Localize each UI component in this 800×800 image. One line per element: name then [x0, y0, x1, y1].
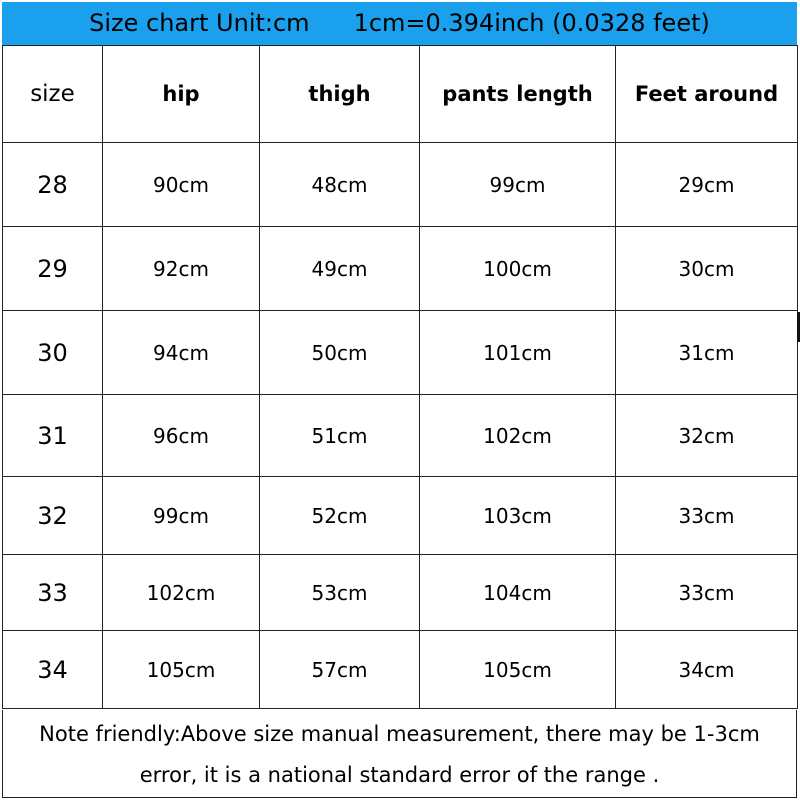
feet-around-cell: 31cm [616, 311, 798, 395]
table-row [3, 395, 798, 477]
note-line-2: error, it is a national standard error of the range . [139, 763, 660, 787]
size-cell: 33 [3, 555, 103, 631]
pants-length-cell: 100cm [420, 227, 616, 311]
table-row [3, 555, 798, 631]
table-row [3, 477, 798, 555]
table-row [3, 631, 798, 709]
header-thigh: thigh [260, 46, 420, 143]
size-cell: 31 [3, 395, 103, 477]
thigh-cell: 57cm [260, 631, 420, 709]
feet-around-cell: 33cm [616, 477, 798, 555]
size-cell: 30 [3, 311, 103, 395]
pants-length-cell: 101cm [420, 311, 616, 395]
feet-around-cell: 32cm [616, 395, 798, 477]
size-cell: 32 [3, 477, 103, 555]
size-table [2, 45, 798, 709]
thigh-cell: 48cm [260, 143, 420, 227]
size-cell: 34 [3, 631, 103, 709]
thigh-cell: 52cm [260, 477, 420, 555]
feet-around-cell: 34cm [616, 631, 798, 709]
size-cell: 28 [3, 143, 103, 227]
header-hip: hip [103, 46, 260, 143]
pants-length-cell: 99cm [420, 143, 616, 227]
header-feet-around: Feet around [616, 46, 798, 143]
thigh-cell: 53cm [260, 555, 420, 631]
banner-conversion-label: 1cm=0.394inch (0.0328 feet) [353, 9, 710, 37]
feet-around-cell: 33cm [616, 555, 798, 631]
table-row [3, 227, 798, 311]
table-row [3, 311, 798, 395]
hip-cell: 105cm [103, 631, 260, 709]
thigh-cell: 49cm [260, 227, 420, 311]
hip-cell: 99cm [103, 477, 260, 555]
pants-length-cell: 102cm [420, 395, 616, 477]
thigh-cell: 50cm [260, 311, 420, 395]
size-chart-banner [2, 2, 797, 45]
table-row [3, 143, 798, 227]
header-pants-length: pants length [420, 46, 616, 143]
hip-cell: 96cm [103, 395, 260, 477]
hip-cell: 102cm [103, 555, 260, 631]
feet-around-cell: 30cm [616, 227, 798, 311]
pants-length-cell: 104cm [420, 555, 616, 631]
hip-cell: 94cm [103, 311, 260, 395]
pants-length-cell: 103cm [420, 477, 616, 555]
header-size: size [3, 46, 103, 143]
pants-length-cell: 105cm [420, 631, 616, 709]
note-line-1: Note friendly:Above size manual measurement, there may be 1-3cm [39, 722, 760, 746]
measurement-note [2, 710, 797, 798]
thigh-cell: 51cm [260, 395, 420, 477]
hip-cell: 92cm [103, 227, 260, 311]
table-header-row [3, 46, 798, 143]
banner-unit-label: Size chart Unit:cm [89, 9, 310, 37]
feet-around-cell: 29cm [616, 143, 798, 227]
hip-cell: 90cm [103, 143, 260, 227]
size-cell: 29 [3, 227, 103, 311]
